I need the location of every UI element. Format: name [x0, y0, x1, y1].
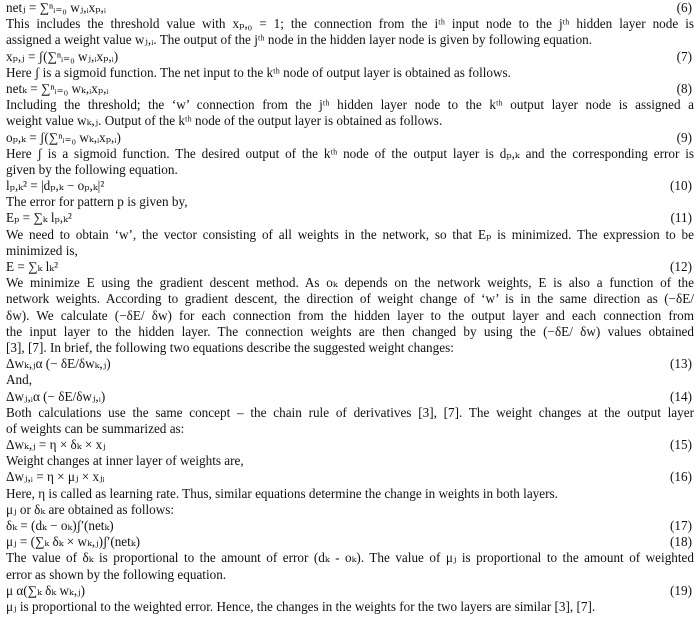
- equation-formula: E = ∑ₖ lₖ²: [6, 259, 59, 274]
- equation-formula: μ α(∑ₖ δₖ wₖ,ⱼ): [6, 582, 86, 598]
- equation-number: (11): [670, 210, 692, 226]
- equation-line: [6, 259, 694, 275]
- equation-formula: Δwₖ,ⱼ = η × δₖ × xⱼ: [6, 437, 106, 453]
- equation-formula: Eₚ = ∑ₖ lₚ,ₖ²: [6, 210, 72, 226]
- body-text-line: given by the following equation.: [6, 161, 178, 177]
- equation-line: [6, 534, 694, 550]
- body-text-line: weight value wₖ,ⱼ. Output of the kᵗʰ node of the output layer is obtained as follows.: [6, 113, 443, 129]
- body-text-line: Here ʃ is a sigmoid function. The desired output of the kᵗʰ node of the output layer is dₚ,ₖ and the corresponding error is: [6, 145, 694, 161]
- body-text-line: δw). We calculate (−δE/ δw) for each connection from the hidden layer to the output layer and each connection from: [6, 307, 694, 323]
- body-text-line: the input layer to the hidden layer. The connection weights are then changed by using the (−δE/ δw) values obtained: [6, 323, 694, 339]
- equation-formula: Δwⱼ,ᵢ = η × μⱼ × xⱼᵢ: [6, 469, 105, 485]
- equation-formula: netₖ = ∑ⁿᵢ₌₀ wₖ,ᵢxₚ,ᵢ: [6, 80, 109, 96]
- equation-line: [6, 210, 694, 226]
- body-text-line: The error for pattern p is given by,: [6, 194, 188, 210]
- equation-number: (13): [670, 356, 692, 372]
- equation-line: [6, 437, 694, 453]
- equation-line: [6, 130, 694, 146]
- body-text-line: assigned a weight value wⱼ,ᵢ. The output of the jᵗʰ node in the hidden layer node is given by following equation.: [6, 32, 593, 48]
- equation-number: (6): [676, 0, 692, 15]
- equation-number: (17): [670, 518, 692, 533]
- body-text-line: Both calculations use the same concept – the chain rule of derivatives [3], [7]. The weight changes at the output layer: [6, 404, 694, 420]
- body-text-line: Here ʃ is a sigmoid function. The net input to the kᵗʰ node of output layer is obtained as follows.: [6, 64, 511, 80]
- body-text-line: And,: [6, 372, 33, 388]
- body-text-line: of weights can be summarized as:: [6, 420, 185, 436]
- body-text-line: μⱼ or δₖ are obtained as follows:: [6, 501, 175, 517]
- equation-number: (9): [676, 129, 692, 145]
- equation-formula: Δwⱼ,ᵢα (− δE/δwⱼ,ᵢ): [6, 388, 106, 404]
- body-text-line: minimized is,: [6, 242, 78, 258]
- equation-formula: oₚ,ₖ = ʃ(∑ⁿᵢ₌₀ wₖ,ᵢxₚ,ᵢ): [6, 129, 121, 145]
- equation-number: (7): [676, 48, 692, 64]
- body-text-line: The value of δₖ is proportional to the amount of error (dₖ - oₖ). The value of μⱼ is proportional to the amount of weighted: [6, 550, 694, 566]
- equation-formula: δₖ = (dₖ − oₖ)ʃ′(netₖ): [6, 518, 114, 533]
- body-text-line: This includes the threshold value with xₚ,₀ = 1; the connection from the iᵗʰ input node to the jᵗʰ hidden layer node is: [6, 16, 694, 32]
- equation-formula: μⱼ = (∑ₖ δₖ × wₖ,ⱼ)ʃ′(netₖ): [6, 534, 141, 550]
- body-text-line: Weight changes at inner layer of weights are,: [6, 453, 244, 469]
- body-text-line: Here, η is called as learning rate. Thus, similar equations determine the change in weights in both layers.: [6, 485, 558, 501]
- equation-line: [6, 49, 694, 65]
- equation-line: [6, 583, 694, 599]
- equation-number: (10): [670, 178, 692, 194]
- equation-number: (8): [676, 80, 692, 96]
- equation-line: [6, 0, 694, 16]
- body-text-line: error as shown by the following equation.: [6, 566, 227, 582]
- equation-formula: netⱼ = ∑ⁿᵢ₌₀ wⱼ,ᵢxₚ,ᵢ: [6, 0, 106, 15]
- equation-line: [6, 178, 694, 194]
- equation-line: [6, 518, 694, 534]
- equation-number: (12): [670, 259, 692, 274]
- equation-number: (16): [670, 469, 692, 485]
- equation-number: (18): [670, 534, 692, 550]
- equation-line: [6, 356, 694, 372]
- equation-line: [6, 389, 694, 405]
- body-text-line: network weights. According to gradient descent, the direction of weight change of ‘w’ is in the same direction as (−δE/: [6, 291, 694, 307]
- equation-number: (15): [670, 437, 692, 453]
- body-text-line: We need to obtain ‘w’, the vector consisting of all weights in the network, so that Eₚ is minimized. The expression to be: [6, 226, 694, 242]
- body-text-line: μⱼ is proportional to the weighted error. Hence, the changes in the weights for the two layers are similar [3], [7].: [6, 598, 596, 614]
- equation-line: [6, 81, 694, 97]
- equation-formula: xₚ,ⱼ = ʃ(∑ⁿᵢ₌₀ wⱼ,ᵢxₚ,ᵢ): [6, 48, 119, 64]
- equation-number: (19): [670, 582, 692, 598]
- equation-formula: lₚ,ₖ² = |dₚ,ₖ − oₚ,ₖ|²: [6, 178, 105, 194]
- body-text-line: Including the threshold; the ‘w’ connection from the jᵗʰ hidden layer node to the kᵗʰ output layer node is assigned a: [6, 97, 694, 113]
- body-text-line: We minimize E using the gradient descent method. As oₖ depends on the network weights, E is also a function of the: [6, 275, 694, 291]
- equation-number: (14): [670, 388, 692, 404]
- equation-line: [6, 469, 694, 485]
- equation-formula: Δwₖ,ⱼα (− δE/δwₖ,ⱼ): [6, 356, 111, 372]
- body-text-line: [3], [7]. In brief, the following two equations describe the suggested weight changes:: [6, 339, 454, 355]
